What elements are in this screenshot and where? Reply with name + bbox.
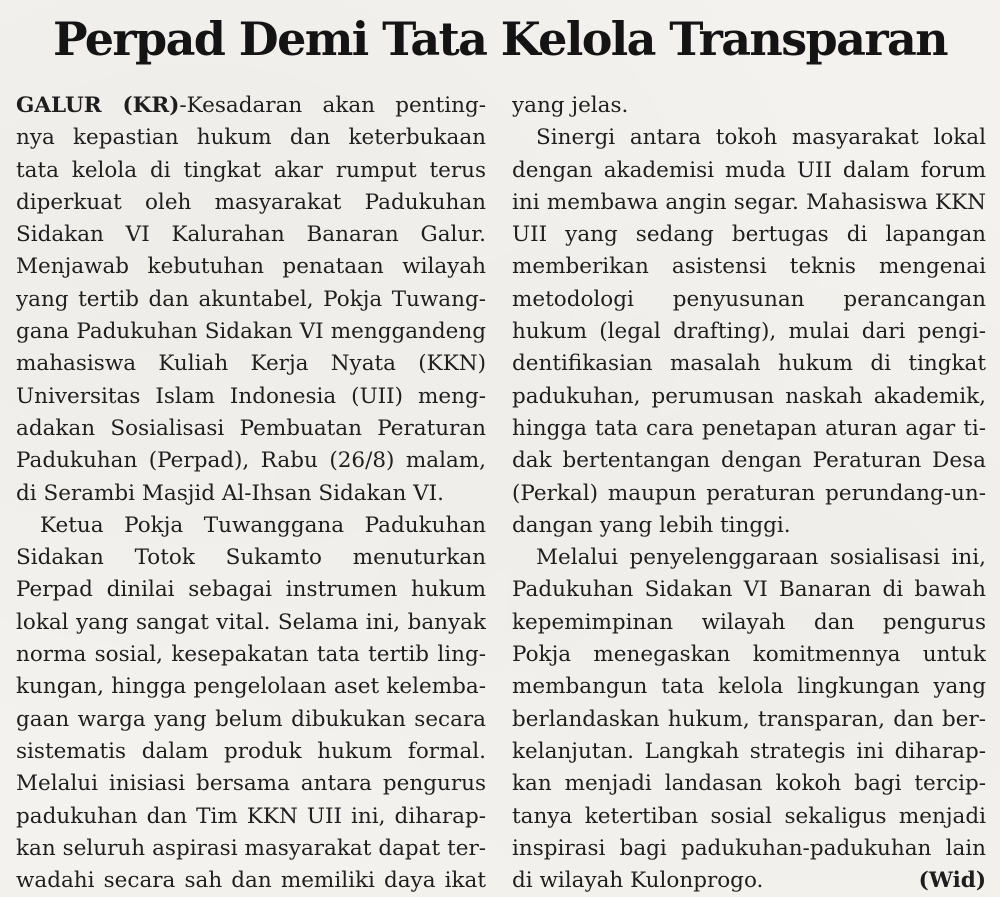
- text-line: [512, 316, 986, 348]
- text-line: [16, 219, 486, 251]
- text-line-content: Universitas Islam Indonesia (UII) meng-: [16, 383, 486, 409]
- text-line-content: sistematis dalam produk hukum formal.: [16, 738, 486, 764]
- text-line-content: dak bertentangan dengan Peraturan Desa: [512, 448, 986, 474]
- text-line-content: Perpad dinilai sebagai instrumen hukum: [16, 577, 486, 603]
- text-line-content: metodologi penyusunan perancangan: [512, 286, 986, 312]
- text-line-content: gaan warga yang belum dibukukan secara: [16, 706, 486, 732]
- text-line: [512, 833, 986, 865]
- text-line-content: di wilayah Kulonprogo.: [512, 868, 764, 894]
- text-line: [512, 607, 986, 639]
- text-line-content: hukum (legal drafting), mulai dari pengi-: [512, 319, 986, 345]
- text-line: [16, 704, 486, 736]
- text-line-content: membangun tata kelola lingkungan yang: [512, 674, 986, 700]
- text-line-content: kungan, hingga pengelolaan aset kelemba-: [16, 674, 486, 700]
- text-line-content: Melalui inisiasi bersama antara pengurus: [16, 771, 486, 797]
- text-line: [512, 574, 986, 606]
- text-line: [512, 510, 986, 542]
- article-column-left: [16, 90, 486, 897]
- text-line-content: kelanjutan. Langkah strategis ini diharap-: [512, 738, 986, 764]
- text-line: [512, 284, 986, 316]
- text-line: [512, 155, 986, 187]
- text-line: [512, 865, 986, 897]
- text-line: [16, 413, 486, 445]
- text-line: [16, 607, 486, 639]
- text-line-content: padukuhan, perumusan naskah akademik,: [512, 383, 986, 409]
- text-line-content: di Serambi Masjid Al-Ihsan Sidakan VI.: [16, 480, 444, 506]
- text-line: [16, 445, 486, 477]
- text-line-content: inspirasi bagi padukuhan-padukuhan lain: [512, 835, 986, 861]
- text-line-content: wadahi secara sah dan memiliki daya ikat: [16, 868, 486, 894]
- text-line: [16, 90, 486, 122]
- text-line: [16, 865, 486, 897]
- text-line: [512, 671, 986, 703]
- text-line-content: nya kepastian hukum dan keterbukaan: [16, 125, 486, 151]
- text-line-content: tata kelola di tingkat akar rumput terus: [16, 157, 486, 183]
- text-line-content: Pokja menegaskan komitmennya untuk: [512, 642, 986, 668]
- text-line-content: Sidakan Totok Sukamto menuturkan: [16, 545, 486, 571]
- text-line: [16, 542, 486, 574]
- text-line-content: Padukuhan (Perpad), Rabu (26/8) malam,: [16, 448, 486, 474]
- text-line: [512, 187, 986, 219]
- text-line: [512, 704, 986, 736]
- article-column-right: [512, 90, 986, 897]
- text-line: [16, 768, 486, 800]
- text-line-content: lokal yang sangat vital. Selama ini, banyak: [16, 609, 486, 635]
- text-line-content: dentifikasian masalah hukum di tingkat: [512, 351, 986, 377]
- text-line: [512, 445, 986, 477]
- text-line-content: mahasiswa Kuliah Kerja Nyata (KKN): [16, 351, 486, 377]
- text-line-content: adakan Sosialisasi Pembuatan Peraturan: [16, 415, 486, 441]
- article-headline: Perpad Demi Tata Kelola Transparan: [52, 12, 948, 66]
- text-line-content: -Kesadaran akan penting-: [179, 93, 486, 118]
- text-line-content: kepemimpinan wilayah dan pengurus: [512, 609, 986, 635]
- text-line: [16, 833, 486, 865]
- text-line-content: kan seluruh aspirasi masyarakat dapat ter-: [16, 835, 486, 861]
- text-line-content: berlandaskan hukum, transparan, dan ber-: [512, 706, 986, 732]
- text-line: [16, 736, 486, 768]
- text-line: [512, 478, 986, 510]
- text-line: [512, 90, 986, 122]
- text-line-content: dangan yang lebih tinggi.: [512, 512, 791, 538]
- text-line: [512, 768, 986, 800]
- text-line: [16, 671, 486, 703]
- text-line: [512, 381, 986, 413]
- text-line-content: (Perkal) maupun peraturan perundang-un-: [512, 480, 986, 506]
- text-line: [512, 736, 986, 768]
- text-line: [16, 284, 486, 316]
- text-line-content: dengan akademisi muda UII dalam forum: [512, 157, 986, 183]
- text-line-content: Sidakan VI Kalurahan Banaran Galur.: [16, 222, 486, 248]
- text-line-content: Menjawab kebutuhan penataan wilayah: [16, 254, 486, 280]
- text-line: [16, 348, 486, 380]
- text-line: [512, 251, 986, 283]
- text-line-content: UII yang sedang bertugas di lapangan: [512, 222, 986, 248]
- text-line: [16, 187, 486, 219]
- text-line: [16, 478, 486, 510]
- text-line: [512, 219, 986, 251]
- text-line-content: gana Padukuhan Sidakan VI menggandeng: [16, 319, 486, 345]
- text-line: [16, 155, 486, 187]
- text-line-content: hingga tata cara penetapan aturan agar ti-: [512, 415, 986, 441]
- text-line-content: diperkuat oleh masyarakat Padukuhan: [16, 189, 486, 215]
- text-line: [512, 348, 986, 380]
- text-line-content: kan menjadi landasan kokoh bagi tercip-: [512, 771, 986, 797]
- dateline: GALUR (KR): [16, 93, 180, 118]
- text-line: [16, 251, 486, 283]
- text-line-content: Ketua Pokja Tuwanggana Padukuhan: [40, 512, 486, 538]
- text-line-content: Melalui penyelenggaraan sosialisasi ini,: [536, 545, 986, 571]
- text-line: [16, 639, 486, 671]
- text-line-content: Sinergi antara tokoh masyarakat lokal: [536, 125, 986, 151]
- text-line-content: norma sosial, kesepakatan tata tertib ling-: [16, 642, 486, 668]
- text-line-content: Padukuhan Sidakan VI Banaran di bawah: [512, 577, 986, 603]
- text-line-content: padukuhan dan Tim KKN UII ini, diharap-: [16, 803, 486, 829]
- text-line: [16, 574, 486, 606]
- text-line: [512, 542, 986, 574]
- author-byline: (Wid): [918, 868, 986, 894]
- text-line: [512, 801, 986, 833]
- text-line: [16, 381, 486, 413]
- text-line-content: ini membawa angin segar. Mahasiswa KKN: [512, 189, 986, 215]
- text-line: [16, 122, 486, 154]
- text-line: [512, 122, 986, 154]
- text-line: [16, 510, 486, 542]
- text-line-content: memberikan asistensi teknis mengenai: [512, 254, 986, 280]
- text-line-content: yang jelas.: [512, 93, 629, 118]
- text-line: [512, 639, 986, 671]
- text-line: [16, 316, 486, 348]
- text-line: [16, 801, 486, 833]
- text-line-content: tanya ketertiban sosial sekaligus menjadi: [512, 803, 986, 829]
- text-line: [512, 413, 986, 445]
- text-line-content: yang tertib dan akuntabel, Pokja Tuwang-: [16, 286, 486, 312]
